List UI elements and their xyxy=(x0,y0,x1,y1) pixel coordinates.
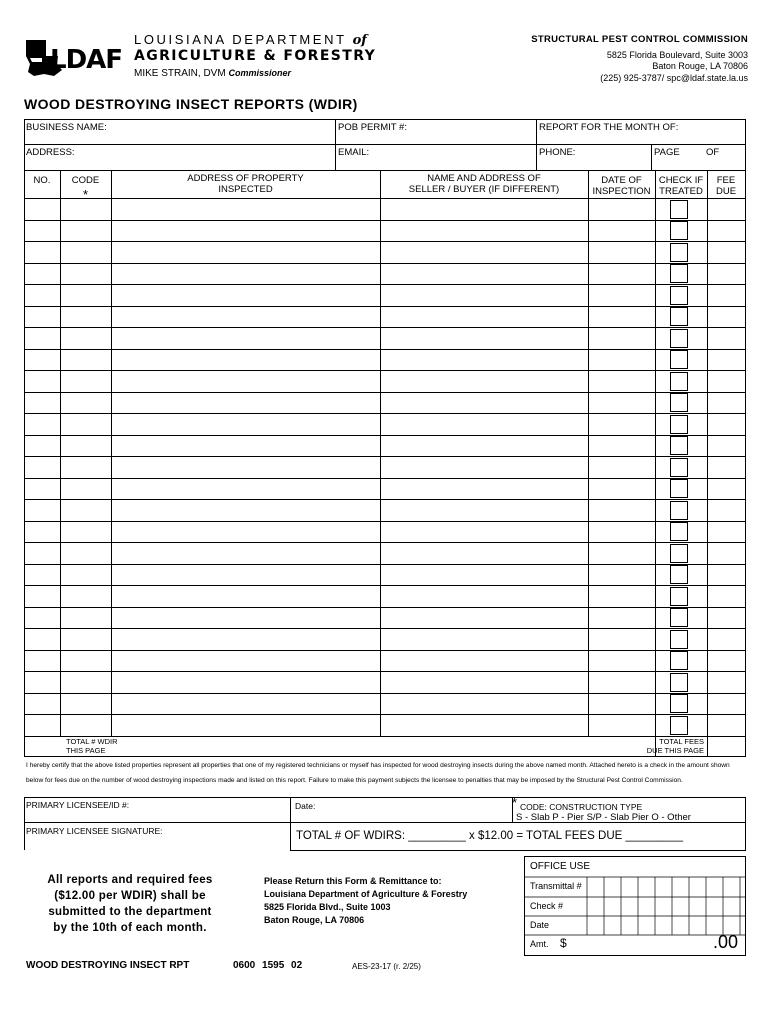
table-row xyxy=(24,607,745,608)
treated-checkbox[interactable] xyxy=(670,329,688,348)
date-office-label: Date xyxy=(530,920,550,930)
table-row xyxy=(24,220,745,221)
check-label: Check # xyxy=(530,901,564,911)
table-row xyxy=(24,628,745,629)
table-row xyxy=(24,263,745,264)
table-row xyxy=(24,349,745,350)
form-title: WOOD DESTROYING INSECT REPORTS (WDIR) xyxy=(24,96,358,112)
treated-checkbox[interactable] xyxy=(670,264,688,283)
svg-text:LDAF: LDAF xyxy=(50,45,122,75)
table-row xyxy=(24,499,745,500)
email-label: EMAIL: xyxy=(338,147,370,158)
page-label: PAGE xyxy=(654,147,680,158)
treated-checkbox[interactable] xyxy=(670,286,688,305)
department-name-line2: AGRICULTURE & FORESTRY xyxy=(134,48,377,64)
commission-address1: 5825 Florida Boulevard, Suite 3003 xyxy=(606,49,748,60)
table-row xyxy=(24,370,745,371)
table-row xyxy=(24,456,745,457)
table-row xyxy=(24,521,745,522)
cents-value: .00 xyxy=(713,932,739,952)
treated-checkbox[interactable] xyxy=(670,630,688,649)
col-fee-due: FEE DUE xyxy=(715,175,737,197)
treated-checkbox[interactable] xyxy=(670,694,688,713)
table-row xyxy=(24,714,745,715)
table-row xyxy=(24,198,745,199)
inspection-rows xyxy=(24,198,745,736)
office-use-grid xyxy=(525,857,745,955)
table-row xyxy=(24,564,745,565)
footer-form-number: AES-23-17 (r. 2/25) xyxy=(352,962,421,971)
address-label: ADDRESS: xyxy=(26,147,75,158)
treated-checkbox[interactable] xyxy=(670,522,688,541)
col-code: CODE * xyxy=(60,175,111,200)
table-row xyxy=(24,671,745,672)
treated-checkbox[interactable] xyxy=(670,716,688,735)
licensee-signature-label: PRIMARY LICENSEE SIGNATURE: xyxy=(26,826,163,836)
amount-label: Amt. xyxy=(530,939,549,949)
phone-label: PHONE: xyxy=(539,147,576,158)
table-row xyxy=(24,542,745,543)
footer-form-name: WOOD DESTROYING INSECT RPT xyxy=(26,960,190,971)
code-star: * xyxy=(82,187,89,202)
footer-code: 0600 1595 02 xyxy=(233,960,303,971)
business-name-label: BUSINESS NAME: xyxy=(26,122,107,133)
construction-type-label: CODE: CONSTRUCTION TYPE xyxy=(520,802,643,812)
treated-checkbox[interactable] xyxy=(670,436,688,455)
office-use-title: OFFICE USE xyxy=(530,861,591,872)
treated-checkbox[interactable] xyxy=(670,243,688,262)
treated-checkbox[interactable] xyxy=(670,479,688,498)
office-use-box xyxy=(524,856,746,956)
treated-checkbox[interactable] xyxy=(670,372,688,391)
treated-checkbox[interactable] xyxy=(670,350,688,369)
commission-block xyxy=(531,34,748,84)
table-row xyxy=(24,435,745,436)
code-star-footnote: * xyxy=(512,795,518,810)
treated-checkbox[interactable] xyxy=(670,393,688,412)
col-no: NO. xyxy=(33,175,51,186)
table-row xyxy=(24,327,745,328)
table-row xyxy=(24,306,745,307)
treated-checkbox[interactable] xyxy=(670,651,688,670)
total-fees-label: TOTAL FEES DUE THIS PAGE xyxy=(646,737,704,755)
treated-checkbox[interactable] xyxy=(670,544,688,563)
total-formula: TOTAL # OF WDIRS: _________ x $12.00 = TOTAL FEES DUE _________ xyxy=(296,830,684,842)
table-row xyxy=(24,650,745,651)
commission-address2: Baton Rouge, LA 70806 xyxy=(652,61,748,71)
commission-contact: (225) 925-3787/ spc@ldaf.state.la.us xyxy=(600,72,748,83)
treated-checkbox[interactable] xyxy=(670,565,688,584)
treated-checkbox[interactable] xyxy=(670,307,688,326)
treated-checkbox[interactable] xyxy=(670,673,688,692)
pob-permit-label: POB PERMIT #: xyxy=(338,122,407,133)
treated-checkbox[interactable] xyxy=(670,221,688,240)
treated-checkbox[interactable] xyxy=(670,458,688,477)
col-inspection-date: DATE OF INSPECTION xyxy=(592,175,651,197)
of-label: OF xyxy=(706,147,720,158)
table-row xyxy=(24,392,745,393)
construction-type-values: S - Slab P - Pier S/P - Slab Pier O - Other xyxy=(516,812,691,823)
table-row xyxy=(24,413,745,414)
licensee-id-label: PRIMARY LICENSEE/ID #: xyxy=(26,800,130,810)
dollar-sign: $ xyxy=(560,936,567,950)
col-seller-buyer: NAME AND ADDRESS OF SELLER / BUYER (IF DIFFERENT) xyxy=(408,173,560,195)
treated-checkbox[interactable] xyxy=(670,200,688,219)
table-row xyxy=(24,478,745,479)
submission-note: All reports and required fees ($12.00 per WDIR) shall be submitted to the department by the 10th of each month. xyxy=(47,874,213,934)
table-row xyxy=(24,585,745,586)
commission-name: STRUCTURAL PEST CONTROL COMMISSION xyxy=(531,34,748,45)
return-address: Please Return this Form & Remittance to: Louisiana Department of Agriculture & Forestry 5825 Florida Blvd., Suite 1003 Baton Rouge, LA 70806 xyxy=(264,876,468,925)
treated-checkbox[interactable] xyxy=(670,587,688,606)
col-property-address: ADDRESS OF PROPERTY INSPECTED xyxy=(187,173,304,195)
ldaf-logo xyxy=(24,36,122,80)
col-check-treated: CHECK IF TREATED xyxy=(658,175,704,197)
table-row xyxy=(24,284,745,285)
date-label: Date: xyxy=(295,801,316,811)
commissioner: MIKE STRAIN, DVM Commissioner xyxy=(134,68,291,79)
table-row xyxy=(24,241,745,242)
treated-checkbox[interactable] xyxy=(670,415,688,434)
total-wdir-label: TOTAL # WDIR THIS PAGE xyxy=(66,737,118,755)
department-name-line1: LOUISIANA DEPARTMENT of xyxy=(134,32,367,48)
table-row xyxy=(24,693,745,694)
report-month-label: REPORT FOR THE MONTH OF: xyxy=(539,122,679,133)
treated-checkbox[interactable] xyxy=(670,608,688,627)
treated-checkbox[interactable] xyxy=(670,501,688,520)
transmittal-label: Transmittal # xyxy=(530,881,582,891)
certification-text: I hereby certify that the above listed properties represent all properties that one of my registered technicians or myself has inspected for wood destroying insects during the above named month. Attached hereto is a check in the amount shown below for fees due on the number of wood destroying inspections made and listed on this report. Failure to make this payment subjects the licensee to penalties that may be imposed by the Structural Pest Control Commission. xyxy=(26,762,730,784)
